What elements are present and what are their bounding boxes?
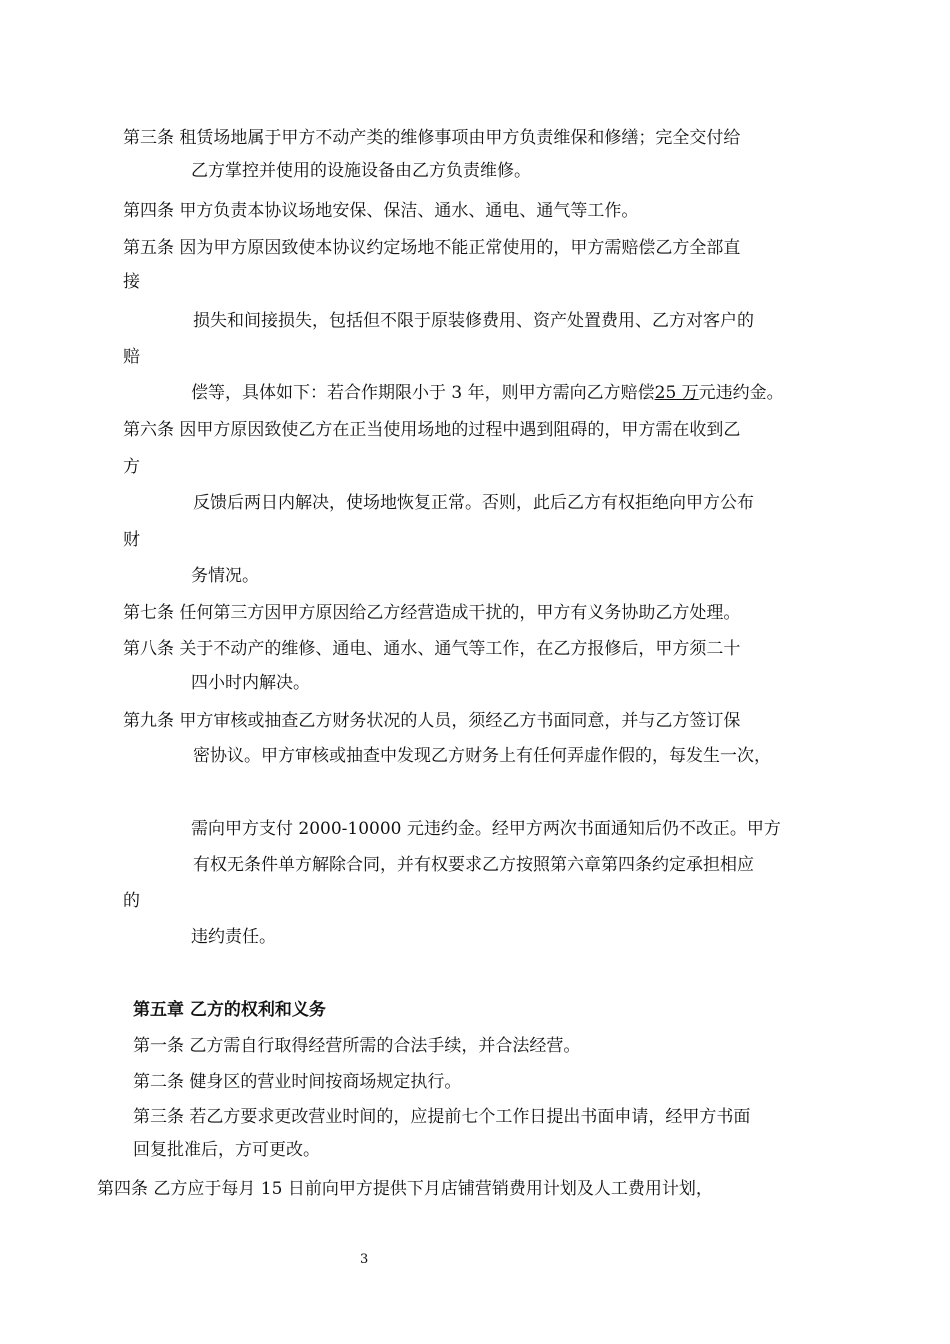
- article-9-line-2: 密协议。甲方审核或抽查中发现乙方财务上有任何弄虚作假的，每发生一次，: [193, 746, 771, 766]
- article-5-line-3-pre: 偿等，具体如下：若合作期限小于 3 年，则甲方需向乙方赔偿: [191, 383, 655, 403]
- article-5-line-2: 损失和间接损失，包括但不限于原装修费用、资产处置费用、乙方对客户的: [193, 311, 754, 331]
- ch5-article-3-line-1: 第三条 若乙方要求更改营业时间的，应提前七个工作日提出书面申请，经甲方书面: [133, 1107, 751, 1127]
- article-9-line-3: 需向甲方支付 2000-10000 元违约金。经甲方两次书面通知后仍不改正。甲方: [191, 819, 781, 839]
- article-5-line-1: 第五条 因为甲方原因致使本协议约定场地不能正常使用的，甲方需赔偿乙方全部直: [123, 238, 741, 258]
- article-9-line-4: 有权无条件单方解除合同，并有权要求乙方按照第六章第四条约定承担相应: [193, 855, 754, 875]
- article-5-line-1-wrap: 接: [123, 272, 140, 292]
- article-6-line-1-wrap: 方: [123, 457, 140, 477]
- article-6-line-1: 第六条 因甲方原因致使乙方在正当使用场地的过程中遇到阻碍的，甲方需在收到乙: [123, 420, 741, 440]
- article-6-line-3: 务情况。: [191, 566, 259, 586]
- article-9-line-1: 第九条 甲方审核或抽查乙方财务状况的人员，须经乙方书面同意，并与乙方签订保: [123, 711, 741, 731]
- ch5-article-4: 第四条 乙方应于每月 15 日前向甲方提供下月店铺营销费用计划及人工费用计划，: [97, 1179, 713, 1199]
- ch5-article-2: 第二条 健身区的营业时间按商场规定执行。: [133, 1072, 462, 1092]
- article-3-line-1: 第三条 租赁场地属于甲方不动产类的维修事项由甲方负责维保和修缮；完全交付给: [123, 128, 741, 148]
- article-5-line-3: [191, 381, 784, 405]
- article-5-line-3-post: 元违约金。: [698, 383, 784, 403]
- article-8-line-2: 四小时内解决。: [191, 673, 310, 693]
- ch5-article-3-line-2: 回复批准后，方可更改。: [133, 1140, 320, 1160]
- chapter-5-heading: 第五章 乙方的权利和义务: [133, 1000, 326, 1020]
- ch5-article-1: 第一条 乙方需自行取得经营所需的合法手续，并合法经营。: [133, 1036, 581, 1056]
- page-number: 3: [360, 1252, 369, 1267]
- article-5-line-2-wrap: 赔: [123, 347, 140, 367]
- article-9-line-4-wrap: 的: [123, 891, 140, 911]
- article-3-line-2: 乙方掌控并使用的设施设备由乙方负责维修。: [191, 161, 531, 181]
- article-9-line-5: 违约责任。: [191, 927, 276, 947]
- article-7-line-1: 第七条 任何第三方因甲方原因给乙方经营造成干扰的，甲方有义务协助乙方处理。: [123, 603, 741, 623]
- article-4-line-1: 第四条 甲方负责本协议场地安保、保洁、通水、通电、通气等工作。: [123, 201, 639, 221]
- article-8-line-1: 第八条 关于不动产的维修、通电、通水、通气等工作，在乙方报修后，甲方须二十: [123, 639, 741, 659]
- compensation-amount: 25 万: [654, 383, 699, 403]
- article-6-line-2-wrap: 财: [123, 530, 140, 550]
- article-6-line-2: 反馈后两日内解决，使场地恢复正常。否则，此后乙方有权拒绝向甲方公布: [193, 493, 754, 513]
